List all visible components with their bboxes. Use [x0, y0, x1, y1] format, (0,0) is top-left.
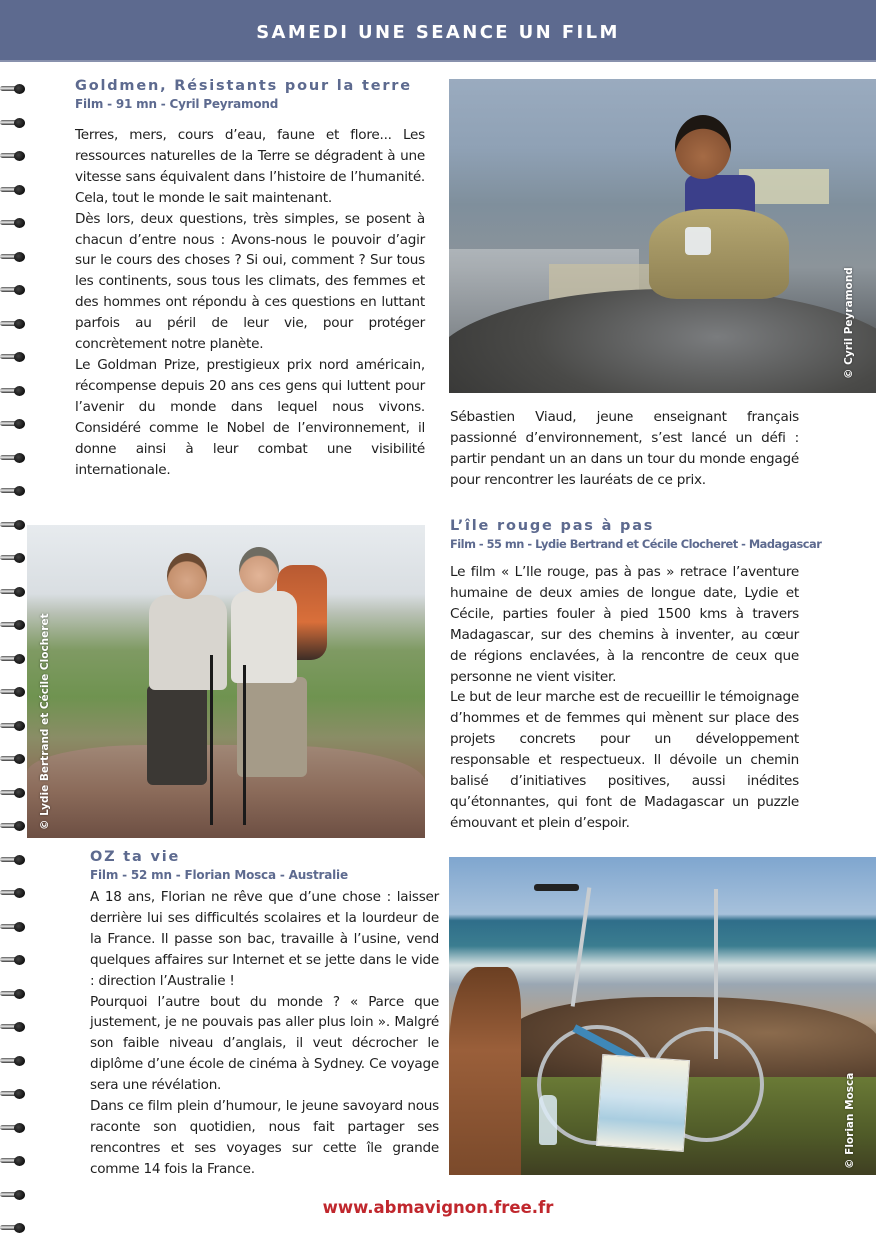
spiral-ring-icon [0, 654, 26, 663]
spiral-ring-icon [0, 1223, 26, 1232]
photo-credit: © Florian Mosca [844, 1072, 856, 1169]
photo-credit: © Cyril Peyramond [843, 267, 855, 379]
film-title: L’île rouge pas à pas [450, 518, 655, 534]
spiral-ring-icon [0, 386, 26, 395]
paragraph: Dès lors, deux questions, très simples, se posent à chacun d’entre nous : Avons-nous le pouvoir d’agir sur le cours des choses ? Si oui, comment ? Sur tous les continents, sous tous les climats, des femmes et des hommes ont répondu à ces questions en luttant parfois au péril de leur vie, pour protéger concrètement notre planète. [75, 210, 425, 353]
film-ile-rouge [450, 516, 822, 834]
spiral-ring-icon [0, 118, 26, 127]
film-title: Goldmen, Résistants pour la terre [75, 78, 412, 94]
paragraph: Sébastien Viaud, jeune enseignant français passionné d’environnement, s’est lancé un défi : partir pendant un an dans un tour du monde engagé pour rencontrer les lauréats de ce prix. [450, 409, 799, 488]
spiral-ring-icon [0, 1056, 26, 1065]
film-goldmen [75, 76, 425, 480]
spiral-ring-icon [0, 754, 26, 763]
spiral-ring-icon [0, 587, 26, 596]
spiral-ring-icon [0, 453, 26, 462]
spiral-ring-icon [0, 687, 26, 696]
spiral-ring-icon [0, 989, 26, 998]
paragraph: Le Goldman Prize, prestigieux prix nord américain, récompense depuis 20 ans ces gens qui luttent pour l’avenir du monde dans lequel nous vivons. Considéré comme le Nobel de l’environnement, il donne ainsi à leur combat une visibilité internationale. [75, 356, 425, 478]
spiral-ring-icon [0, 151, 26, 160]
film-description [450, 562, 799, 834]
spiral-ring-icon [0, 553, 26, 562]
paragraph: A 18 ans, Florian ne rêve que d’une chose : laisser derrière lui ses difficultés scolaires et la lourdeur de la France. Il passe son bac, travaille à l’usine, vend quelques affaires sur Internet et se jette dans le vide : direction l’Australie ! [90, 889, 439, 989]
spiral-ring-icon [0, 1123, 26, 1132]
spiral-ring-icon [0, 888, 26, 897]
spiral-ring-icon [0, 486, 26, 495]
spiral-ring-icon [0, 855, 26, 864]
spiral-ring-icon [0, 620, 26, 629]
spiral-ring-icon [0, 1022, 26, 1031]
photo-boy-garbage-mound [449, 79, 876, 393]
spiral-ring-icon [0, 1156, 26, 1165]
website-link[interactable]: www.abmavignon.free.fr [322, 1198, 554, 1217]
spiral-ring-icon [0, 285, 26, 294]
paragraph: Terres, mers, cours d’eau, faune et flore... Les ressources naturelles de la Terre se dégradent à une vitesse sans équivalent dans l’histoire de l’humanité. Cela, tout le monde le sait maintenant. [75, 127, 425, 206]
spiral-ring-icon [0, 252, 26, 261]
page-header [0, 0, 876, 62]
spiral-ring-icon [0, 721, 26, 730]
film-meta: Film - 52 mn - Florian Mosca - Australie [90, 868, 348, 882]
paragraph: Dans ce film plein d’humour, le jeune savoyard nous raconte son quotidien, nous fait partager ses rencontres et ses voyages sur cette île grande comme 14 fois la France. [90, 1098, 439, 1177]
photo-credit: © Lydie Bertrand et Cécile Clocheret [39, 613, 51, 830]
film-meta: Film - 91 mn - Cyril Peyramond [75, 97, 279, 111]
spiral-ring-icon [0, 1089, 26, 1098]
spiral-ring-icon [0, 955, 26, 964]
film-goldmen-continuation [450, 407, 799, 491]
film-meta: Film - 55 mn - Lydie Bertrand et Cécile Clocheret - Madagascar [450, 537, 822, 551]
film-title: OZ ta vie [90, 849, 181, 865]
spiral-ring-icon [0, 922, 26, 931]
spiral-ring-icon [0, 218, 26, 227]
spiral-ring-icon [0, 185, 26, 194]
spiral-ring-icon [0, 788, 26, 797]
spiral-ring-icon [0, 84, 26, 93]
film-description [90, 887, 439, 1180]
page-title: SAMEDI UNE SEANCE UN FILM [256, 21, 620, 43]
paragraph: Le film « L’Ile rouge, pas à pas » retrace l’aventure humaine de deux amies de longue date, Lydie et Cécile, parties fouler à pied 1500 kms à travers Madagascar, sur des chemins à inventer, au cœur de régions enclavées, à la rencontre de ceux que personne ne vient visiter. [450, 564, 799, 685]
spiral-binding [0, 0, 30, 1244]
spiral-ring-icon [0, 520, 26, 529]
film-oz-ta-vie [90, 847, 439, 1180]
paragraph: Pourquoi l’autre bout du monde ? « Parce que justement, je ne pouvais pas aller plus loin ». Malgré son faible niveau d’anglais, il veut décrocher le diplôme d’une école de cinéma à Sydney. Ce voyage sera une révélation. [90, 993, 439, 1094]
paragraph: Le but de leur marche est de recueillir le témoignage d’hommes et de femmes qui mènent sur place des projets concrets pour un développement responsable et respectueux. Il dévoile un chemin balisé d’initiatives positives, aussi inédites qu’étonnantes, qui font de Madagascar un puzzle émouvant et plein d’espoir. [450, 689, 799, 831]
spiral-ring-icon [0, 821, 26, 830]
spiral-ring-icon [0, 319, 26, 328]
photo-two-hikers [27, 525, 425, 838]
spiral-ring-icon [0, 419, 26, 428]
photo-bicycle-beach [449, 857, 876, 1175]
spiral-ring-icon [0, 352, 26, 361]
film-description [75, 125, 425, 480]
